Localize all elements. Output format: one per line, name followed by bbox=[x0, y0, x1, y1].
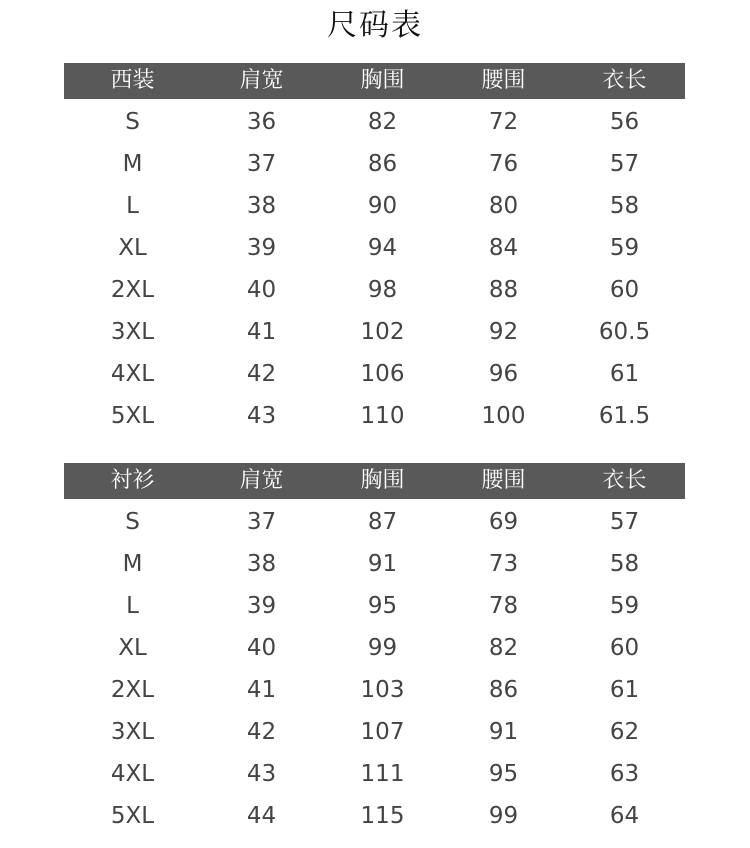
measurement-cell: 107 bbox=[360, 719, 405, 745]
size-label-cell: 2XL bbox=[110, 677, 155, 703]
table-row bbox=[64, 585, 685, 627]
table-header-row bbox=[64, 463, 685, 499]
table-row bbox=[64, 795, 685, 837]
size-label-cell: M bbox=[122, 151, 143, 177]
measurement-cell: 102 bbox=[360, 319, 405, 345]
column-header: 胸围 bbox=[360, 68, 405, 93]
table-row bbox=[64, 753, 685, 795]
measurement-cell: 58 bbox=[609, 193, 640, 219]
measurement-cell: 60 bbox=[609, 277, 640, 303]
measurement-cell: 94 bbox=[367, 235, 398, 261]
measurement-cell: 111 bbox=[360, 761, 405, 787]
measurement-cell: 37 bbox=[246, 509, 277, 535]
measurement-cell: 41 bbox=[246, 677, 277, 703]
measurement-cell: 91 bbox=[488, 719, 519, 745]
size-label-cell: 2XL bbox=[110, 277, 155, 303]
size-label-cell: XL bbox=[118, 235, 147, 261]
measurement-cell: 103 bbox=[360, 677, 405, 703]
table-row bbox=[64, 395, 685, 437]
table-row bbox=[64, 353, 685, 395]
measurement-cell: 39 bbox=[246, 593, 277, 619]
size-label-cell: XL bbox=[118, 635, 147, 661]
size-label-cell: 4XL bbox=[110, 361, 155, 387]
measurement-cell: 38 bbox=[246, 193, 277, 219]
size-label-cell: S bbox=[125, 509, 140, 535]
measurement-cell: 42 bbox=[246, 719, 277, 745]
table-row bbox=[64, 711, 685, 753]
measurement-cell: 73 bbox=[488, 551, 519, 577]
table-row bbox=[64, 543, 685, 585]
measurement-cell: 60.5 bbox=[598, 319, 651, 345]
size-label-cell: 4XL bbox=[110, 761, 155, 787]
measurement-cell: 90 bbox=[367, 193, 398, 219]
measurement-cell: 80 bbox=[488, 193, 519, 219]
size-label-cell: L bbox=[126, 193, 139, 219]
measurement-cell: 39 bbox=[246, 235, 277, 261]
column-header: 衣长 bbox=[602, 468, 647, 493]
measurement-cell: 110 bbox=[360, 403, 405, 429]
measurement-cell: 95 bbox=[367, 593, 398, 619]
measurement-cell: 63 bbox=[609, 761, 640, 787]
column-header: 腰围 bbox=[481, 68, 526, 93]
measurement-cell: 78 bbox=[488, 593, 519, 619]
column-header: 衣长 bbox=[602, 68, 647, 93]
size-label-cell: S bbox=[125, 109, 140, 135]
column-header: 肩宽 bbox=[239, 468, 284, 493]
measurement-cell: 95 bbox=[488, 761, 519, 787]
measurement-cell: 115 bbox=[360, 803, 405, 829]
measurement-cell: 57 bbox=[609, 509, 640, 535]
size-label-cell: 5XL bbox=[110, 403, 155, 429]
table-row bbox=[64, 269, 685, 311]
measurement-cell: 96 bbox=[488, 361, 519, 387]
measurement-cell: 87 bbox=[367, 509, 398, 535]
measurement-cell: 92 bbox=[488, 319, 519, 345]
measurement-cell: 43 bbox=[246, 761, 277, 787]
measurement-cell: 76 bbox=[488, 151, 519, 177]
measurement-cell: 44 bbox=[246, 803, 277, 829]
measurement-cell: 41 bbox=[246, 319, 277, 345]
table-body bbox=[64, 499, 685, 837]
table-row bbox=[64, 227, 685, 269]
measurement-cell: 98 bbox=[367, 277, 398, 303]
measurement-cell: 43 bbox=[246, 403, 277, 429]
measurement-cell: 106 bbox=[360, 361, 405, 387]
measurement-cell: 56 bbox=[609, 109, 640, 135]
table-row bbox=[64, 669, 685, 711]
measurement-cell: 38 bbox=[246, 551, 277, 577]
measurement-cell: 59 bbox=[609, 593, 640, 619]
measurement-cell: 84 bbox=[488, 235, 519, 261]
measurement-cell: 69 bbox=[488, 509, 519, 535]
column-header: 胸围 bbox=[360, 468, 405, 493]
table-row bbox=[64, 501, 685, 543]
measurement-cell: 58 bbox=[609, 551, 640, 577]
suit-size-table bbox=[64, 63, 685, 437]
measurement-cell: 61.5 bbox=[598, 403, 651, 429]
measurement-cell: 36 bbox=[246, 109, 277, 135]
page-title: 尺码表 bbox=[327, 8, 423, 43]
table-header-row bbox=[64, 63, 685, 99]
measurement-cell: 99 bbox=[488, 803, 519, 829]
measurement-cell: 61 bbox=[609, 361, 640, 387]
measurement-cell: 72 bbox=[488, 109, 519, 135]
table-row bbox=[64, 185, 685, 227]
column-header: 西装 bbox=[110, 68, 155, 93]
column-header: 腰围 bbox=[481, 468, 526, 493]
size-label-cell: L bbox=[126, 593, 139, 619]
measurement-cell: 57 bbox=[609, 151, 640, 177]
measurement-cell: 60 bbox=[609, 635, 640, 661]
measurement-cell: 91 bbox=[367, 551, 398, 577]
measurement-cell: 61 bbox=[609, 677, 640, 703]
table-row bbox=[64, 143, 685, 185]
column-header: 肩宽 bbox=[239, 68, 284, 93]
table-row bbox=[64, 101, 685, 143]
size-label-cell: 5XL bbox=[110, 803, 155, 829]
measurement-cell: 82 bbox=[488, 635, 519, 661]
measurement-cell: 64 bbox=[609, 803, 640, 829]
measurement-cell: 88 bbox=[488, 277, 519, 303]
table-row bbox=[64, 311, 685, 353]
size-label-cell: M bbox=[122, 551, 143, 577]
measurement-cell: 40 bbox=[246, 277, 277, 303]
column-header: 衬衫 bbox=[110, 468, 155, 493]
measurement-cell: 59 bbox=[609, 235, 640, 261]
measurement-cell: 40 bbox=[246, 635, 277, 661]
measurement-cell: 62 bbox=[609, 719, 640, 745]
measurement-cell: 42 bbox=[246, 361, 277, 387]
measurement-cell: 99 bbox=[367, 635, 398, 661]
measurement-cell: 86 bbox=[367, 151, 398, 177]
table-body bbox=[64, 99, 685, 437]
table-row bbox=[64, 627, 685, 669]
size-label-cell: 3XL bbox=[110, 319, 155, 345]
measurement-cell: 82 bbox=[367, 109, 398, 135]
measurement-cell: 37 bbox=[246, 151, 277, 177]
size-label-cell: 3XL bbox=[110, 719, 155, 745]
measurement-cell: 100 bbox=[481, 403, 526, 429]
measurement-cell: 86 bbox=[488, 677, 519, 703]
shirt-size-table bbox=[64, 463, 685, 837]
